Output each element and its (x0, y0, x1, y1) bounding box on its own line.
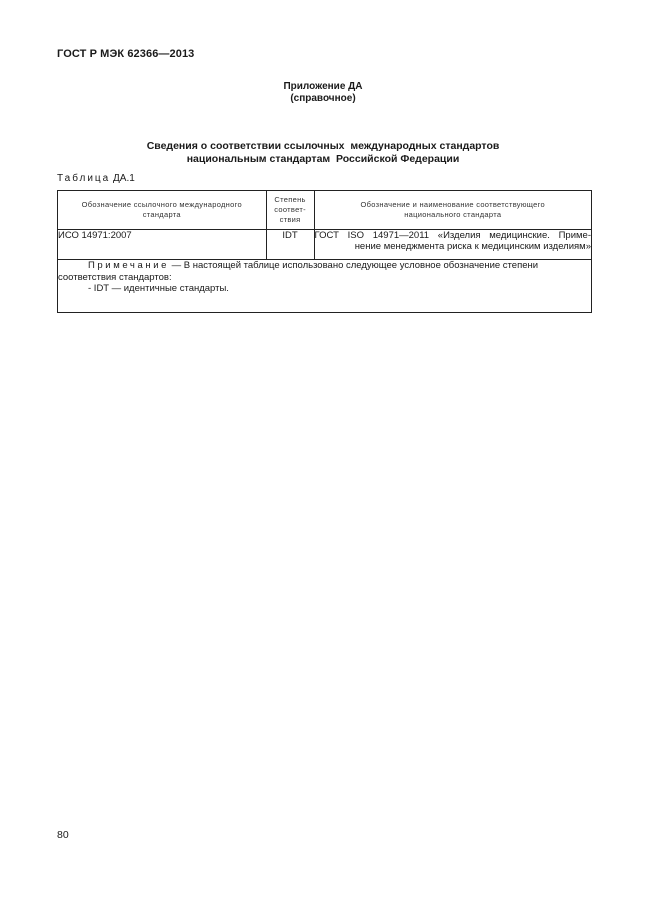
header-col2-line2: соответ- (274, 205, 306, 214)
table-caption-word: Таблица (57, 173, 111, 184)
note-label: Примечание (88, 260, 169, 271)
header-col2-line1: Степень (274, 195, 306, 204)
table-caption-number: ДА.1 (110, 173, 135, 184)
page-number: 80 (57, 829, 69, 841)
table-caption (57, 173, 135, 184)
cell-degree: IDT (266, 230, 314, 260)
cell-national-line2: нение менеджмента риска к медицинским изделиям» (354, 241, 591, 252)
annex-status: (справочное) (290, 93, 356, 104)
header-col1-line1: Обозначение ссылочного международного (81, 200, 242, 209)
header-degree (266, 191, 314, 230)
header-col3-line2: национального стандарта (404, 210, 502, 219)
document-code: ГОСТ Р МЭК 62366—2013 (57, 48, 195, 60)
note-text-line2: соответствия стандартов: (58, 271, 172, 283)
header-international-standard (58, 191, 267, 230)
annex-title: Приложение ДА (283, 81, 363, 92)
table-note-row (58, 260, 592, 313)
cell-national-line1: ГОСТ ISO 14971—2011 «Изделия медицинские. Приме- (314, 230, 591, 241)
note-text-line1: — В настоящей таблице использовано следующее условное обозначение степени (169, 260, 539, 271)
header-col3-line1: Обозначение и наименование соответствующего (360, 200, 545, 209)
section-title-line-2: национальным стандартам Российской Федерации (186, 153, 460, 165)
header-col2-line3: ствия (279, 215, 301, 224)
header-col1-line2: стандарта (142, 210, 181, 219)
section-title (0, 140, 646, 166)
table-row (58, 230, 592, 260)
cell-national-standard (314, 230, 591, 260)
cell-international-standard: ИСО 14971:2007 (58, 230, 267, 260)
note-item: - IDT — идентичные стандарты. (88, 283, 229, 294)
table-header-row (58, 191, 592, 230)
section-title-line-1: Сведения о соответствии ссылочных международных стандартов (146, 140, 500, 152)
table-note (58, 260, 592, 313)
header-national-standard (314, 191, 591, 230)
annex-heading (0, 81, 646, 105)
correspondence-table (57, 190, 592, 313)
